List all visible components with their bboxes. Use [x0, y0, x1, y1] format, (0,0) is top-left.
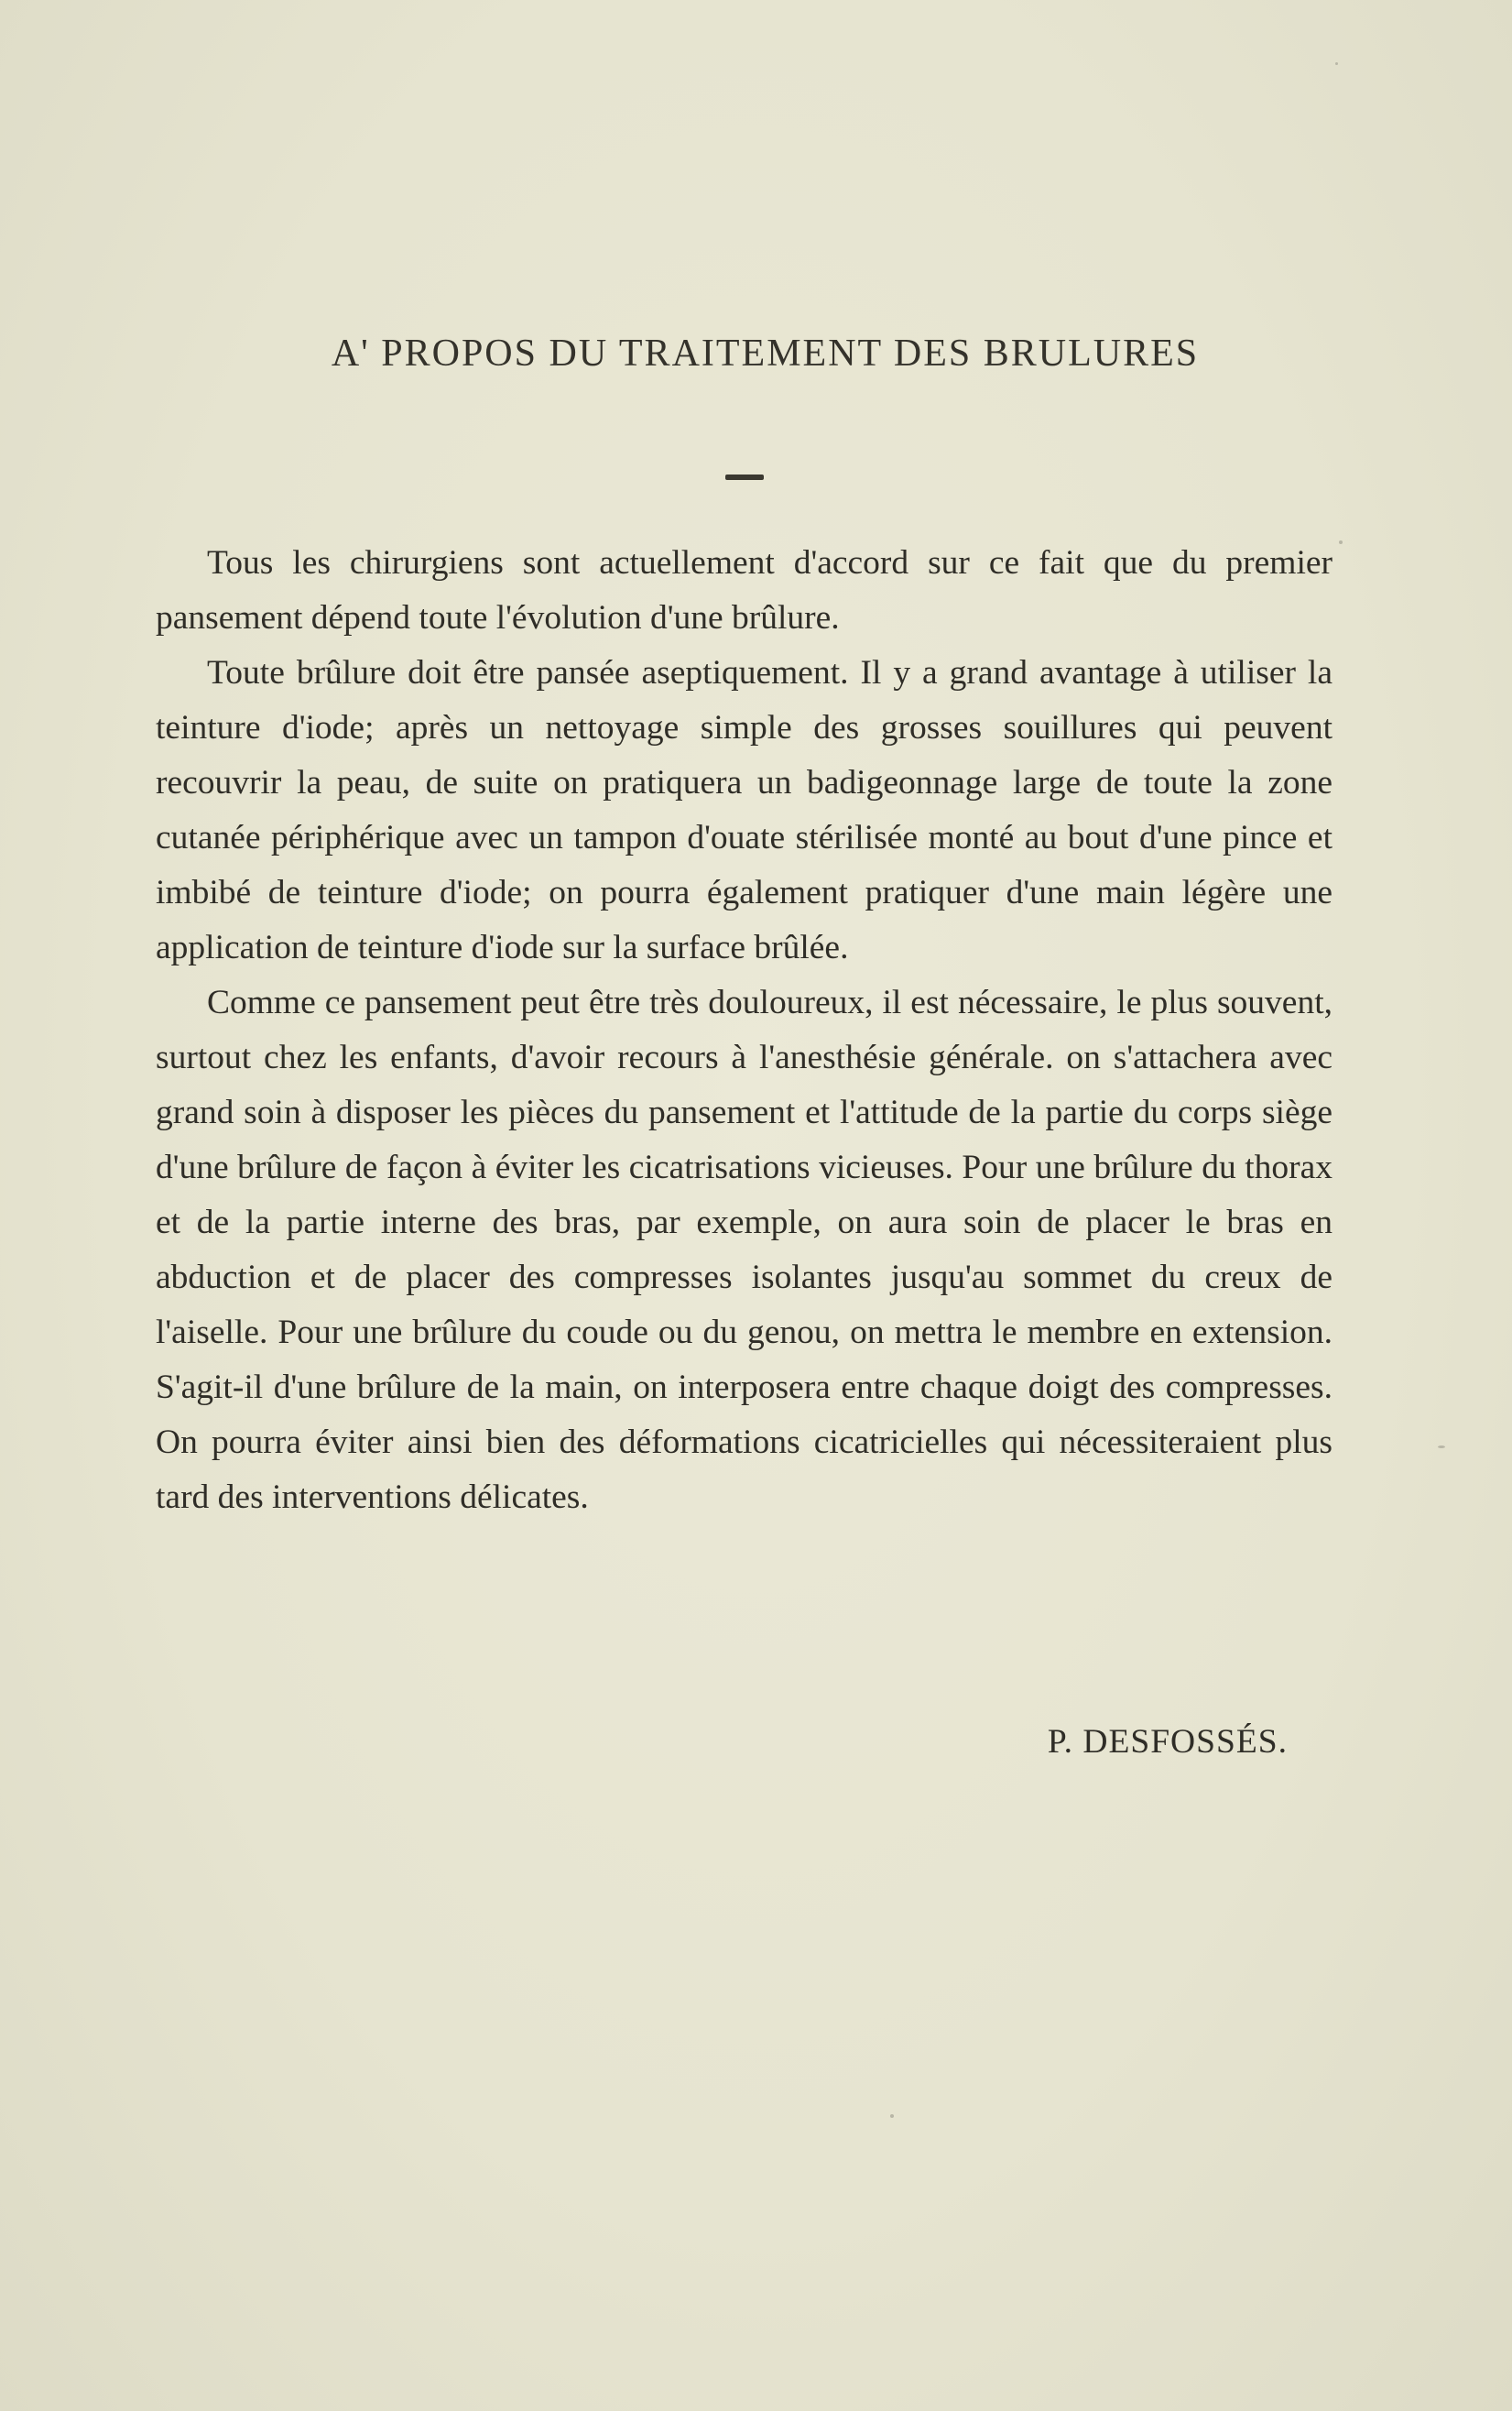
paper-speck	[890, 2114, 894, 2118]
document-body	[156, 536, 1333, 1525]
signature-initial: P. D	[1047, 1723, 1109, 1761]
paragraph-2: Toute brûlure doit être pansée aseptiquement. Il y a grand avantage à utiliser la teinture d'iode; après un nettoyage simple des grosses souillures qui peuvent recouvrir la peau, de suite on pratiquera un badigeonnage large de toute la zone cutanée périphérique avec un tampon d'ouate stérilisée monté au bout d'une pince et imbibé de teinture d'iode; on pourra également pratiquer d'une main légère une application de teinture d'iode sur la surface brûlée.	[156, 654, 1333, 966]
paper-speck	[1335, 62, 1338, 65]
paper-speck	[1339, 540, 1343, 544]
paragraph-1: Tous les chirurgiens sont actuellement d'accord sur ce fait que du premier pansement dépend toute l'évolution d'une brûlure.	[156, 544, 1333, 637]
author-signature	[1048, 1722, 1288, 1762]
signature-surname: ESFOSSÉS.	[1108, 1723, 1288, 1761]
paragraph-3: Comme ce pansement peut être très douloureux, il est nécessaire, le plus souvent, surtout chez les enfants, d'avoir recours à l'anesthésie générale. on s'attachera avec grand soin à disposer les pièces du pansement et l'attitude de la partie du corps siège d'une brûlure de façon à éviter les cicatrisations vicieuses. Pour une brûlure du thorax et de la partie interne des bras, par exemple, on aura soin de placer le bras en abduction et de placer des compresses isolantes jusqu'au sommet du creux de l'aiselle. Pour une brûlure du coude ou du genou, on mettra le membre en extension. S'agit-il d'une brûlure de la main, on interposera entre chaque doigt des compresses. On pourra éviter ainsi bien des déformations cicatricielles qui nécessiteraient plus tard des interventions délicates.	[156, 984, 1333, 1516]
paper-speck	[1438, 1446, 1445, 1448]
title-separator	[725, 475, 764, 480]
document-title: A' PROPOS DU TRAITEMENT DES BRULURES	[331, 333, 1200, 375]
